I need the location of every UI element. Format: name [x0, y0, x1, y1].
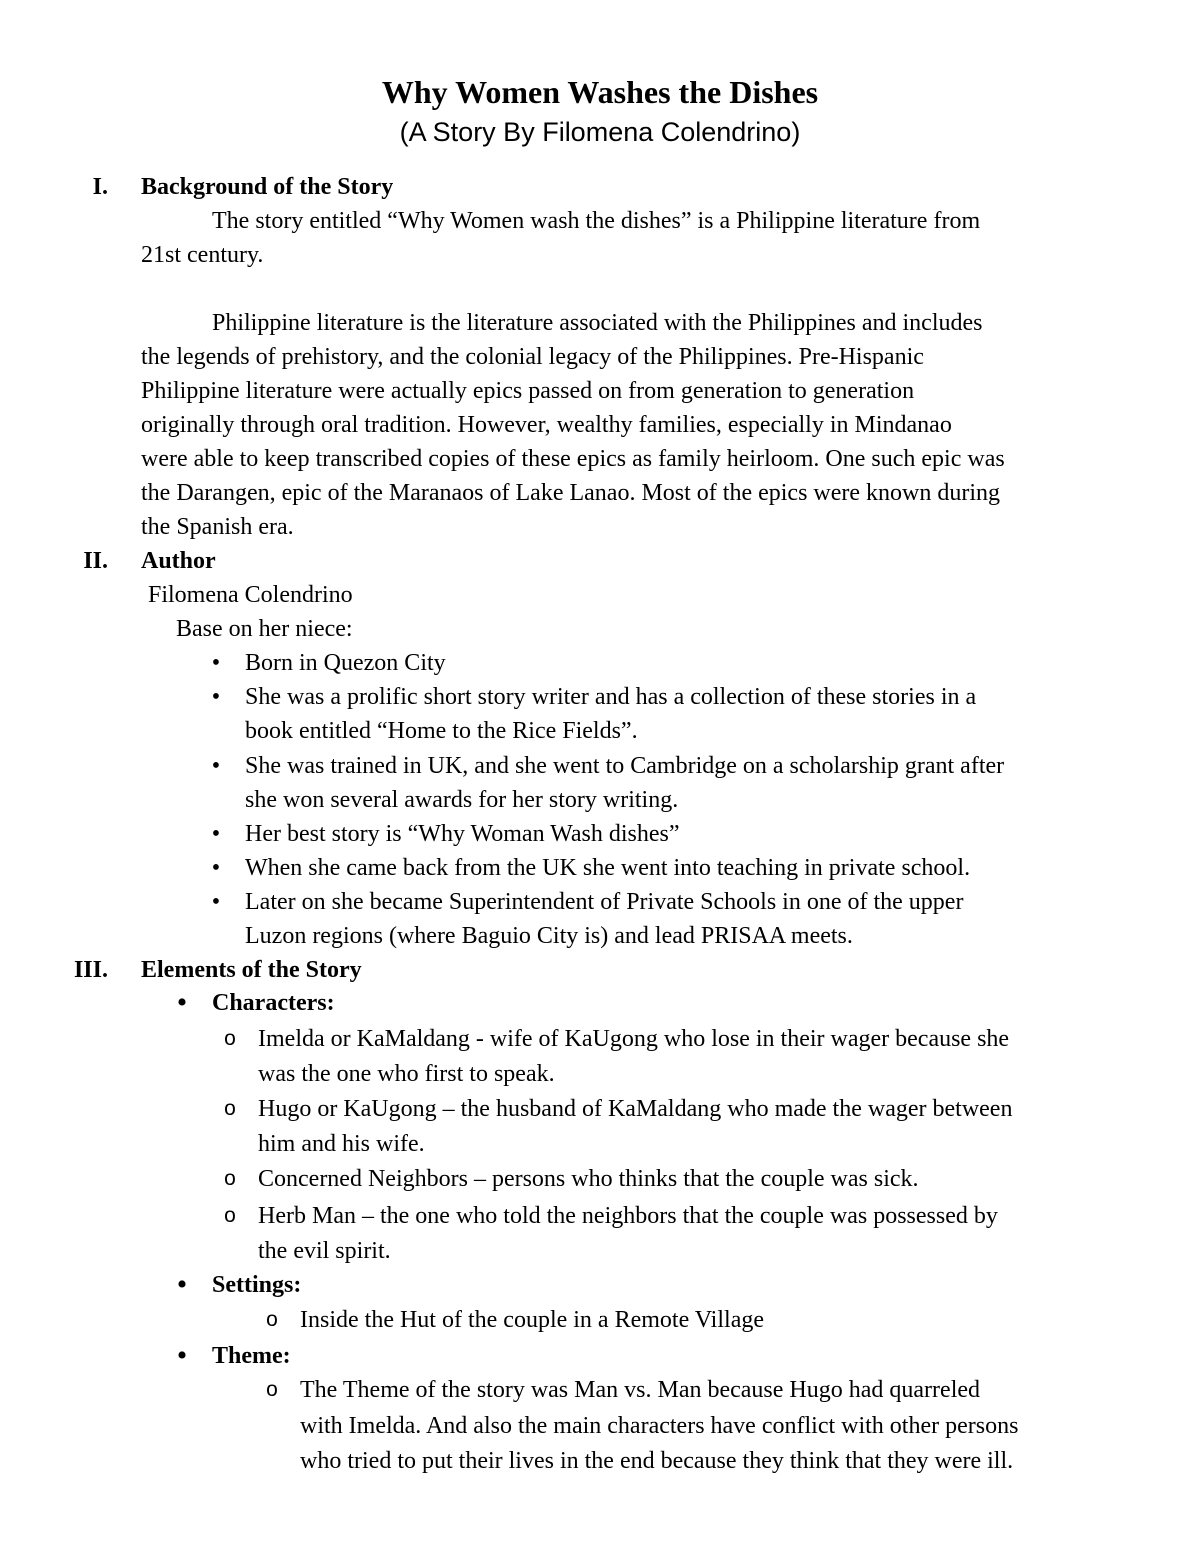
- list-item: She was a prolific short story writer and has a collection of these stories in a: [245, 684, 977, 710]
- paragraph-line: Philippine literature is the literature associated with the Philippines and includes: [212, 310, 983, 336]
- group-label: Theme:: [212, 1343, 291, 1369]
- bullet-icon: •: [211, 855, 221, 881]
- document-subtitle: (A Story By Filomena Colendrino): [399, 117, 801, 147]
- circle-bullet-icon: o: [224, 1027, 236, 1050]
- list-item: When she came back from the UK she went into teaching in private school.: [245, 855, 971, 881]
- list-item: with Imelda. And also the main characters have conflict with other persons: [300, 1413, 1019, 1439]
- paragraph-line: were able to keep transcribed copies of these epics as family heirloom. One such epic was: [141, 446, 1005, 472]
- circle-bullet-icon: o: [266, 1308, 278, 1331]
- bullet-icon: •: [211, 889, 221, 915]
- section-heading: Author: [141, 548, 216, 574]
- group-label: Settings:: [212, 1272, 302, 1298]
- document-title: Why Women Washes the Dishes: [381, 74, 819, 110]
- list-item: Imelda or KaMaldang - wife of KaUgong who lose in their wager because she: [258, 1026, 1010, 1052]
- paragraph-line: 21st century.: [141, 242, 264, 268]
- circle-bullet-icon: o: [224, 1097, 236, 1120]
- list-item: Concerned Neighbors – persons who thinks that the couple was sick.: [258, 1166, 919, 1192]
- paragraph-line: the Darangen, epic of the Maranaos of Lake Lanao. Most of the epics were known during: [141, 480, 1001, 506]
- paragraph-line: Philippine literature were actually epics passed on from generation to generation: [141, 378, 915, 404]
- bullet-icon: •: [211, 684, 221, 710]
- list-item: The Theme of the story was Man vs. Man because Hugo had quarreled: [300, 1377, 981, 1403]
- paragraph-line: the Spanish era.: [141, 514, 294, 540]
- list-item: Inside the Hut of the couple in a Remote Village: [300, 1307, 764, 1333]
- circle-bullet-icon: o: [224, 1204, 236, 1227]
- bullet-icon: •: [176, 1268, 188, 1301]
- paragraph-line: originally through oral tradition. However, wealthy families, especially in Mindanao: [141, 412, 952, 438]
- circle-bullet-icon: o: [224, 1167, 236, 1190]
- list-item: she won several awards for her story writing.: [245, 787, 679, 813]
- list-item: Later on she became Superintendent of Private Schools in one of the upper: [245, 889, 964, 915]
- list-item: Herb Man – the one who told the neighbors that the couple was possessed by: [258, 1203, 998, 1229]
- bullet-icon: •: [176, 986, 188, 1019]
- author-name: Filomena Colendrino: [148, 582, 353, 608]
- list-item: the evil spirit.: [258, 1238, 391, 1264]
- list-item: who tried to put their lives in the end because they think that they were ill.: [300, 1448, 1014, 1474]
- paragraph-line: The story entitled “Why Women wash the dishes” is a Philippine literature from: [212, 208, 981, 234]
- bullet-icon: •: [176, 1339, 188, 1372]
- list-item: She was trained in UK, and she went to Cambridge on a scholarship grant after: [245, 753, 1005, 779]
- section-number: III.: [73, 957, 108, 983]
- bullet-icon: •: [211, 650, 221, 676]
- section-heading: Background of the Story: [141, 174, 394, 200]
- list-item: Her best story is “Why Woman Wash dishes”: [245, 821, 680, 847]
- section-number: I.: [92, 174, 108, 200]
- author-intro: Base on her niece:: [176, 616, 353, 642]
- circle-bullet-icon: o: [266, 1378, 278, 1401]
- list-item: Born in Quezon City: [245, 650, 446, 676]
- section-heading: Elements of the Story: [141, 957, 362, 983]
- list-item: Luzon regions (where Baguio City is) and lead PRISAA meets.: [245, 923, 853, 949]
- list-item: him and his wife.: [258, 1131, 425, 1157]
- bullet-icon: •: [211, 753, 221, 779]
- bullet-icon: •: [211, 821, 221, 847]
- list-item: Hugo or KaUgong – the husband of KaMaldang who made the wager between: [258, 1096, 1013, 1122]
- list-item: was the one who first to speak.: [258, 1061, 555, 1087]
- group-label: Characters:: [212, 990, 335, 1016]
- paragraph-line: the legends of prehistory, and the colonial legacy of the Philippines. Pre-Hispanic: [141, 344, 924, 370]
- section-number: II.: [83, 548, 108, 574]
- list-item: book entitled “Home to the Rice Fields”.: [245, 718, 638, 744]
